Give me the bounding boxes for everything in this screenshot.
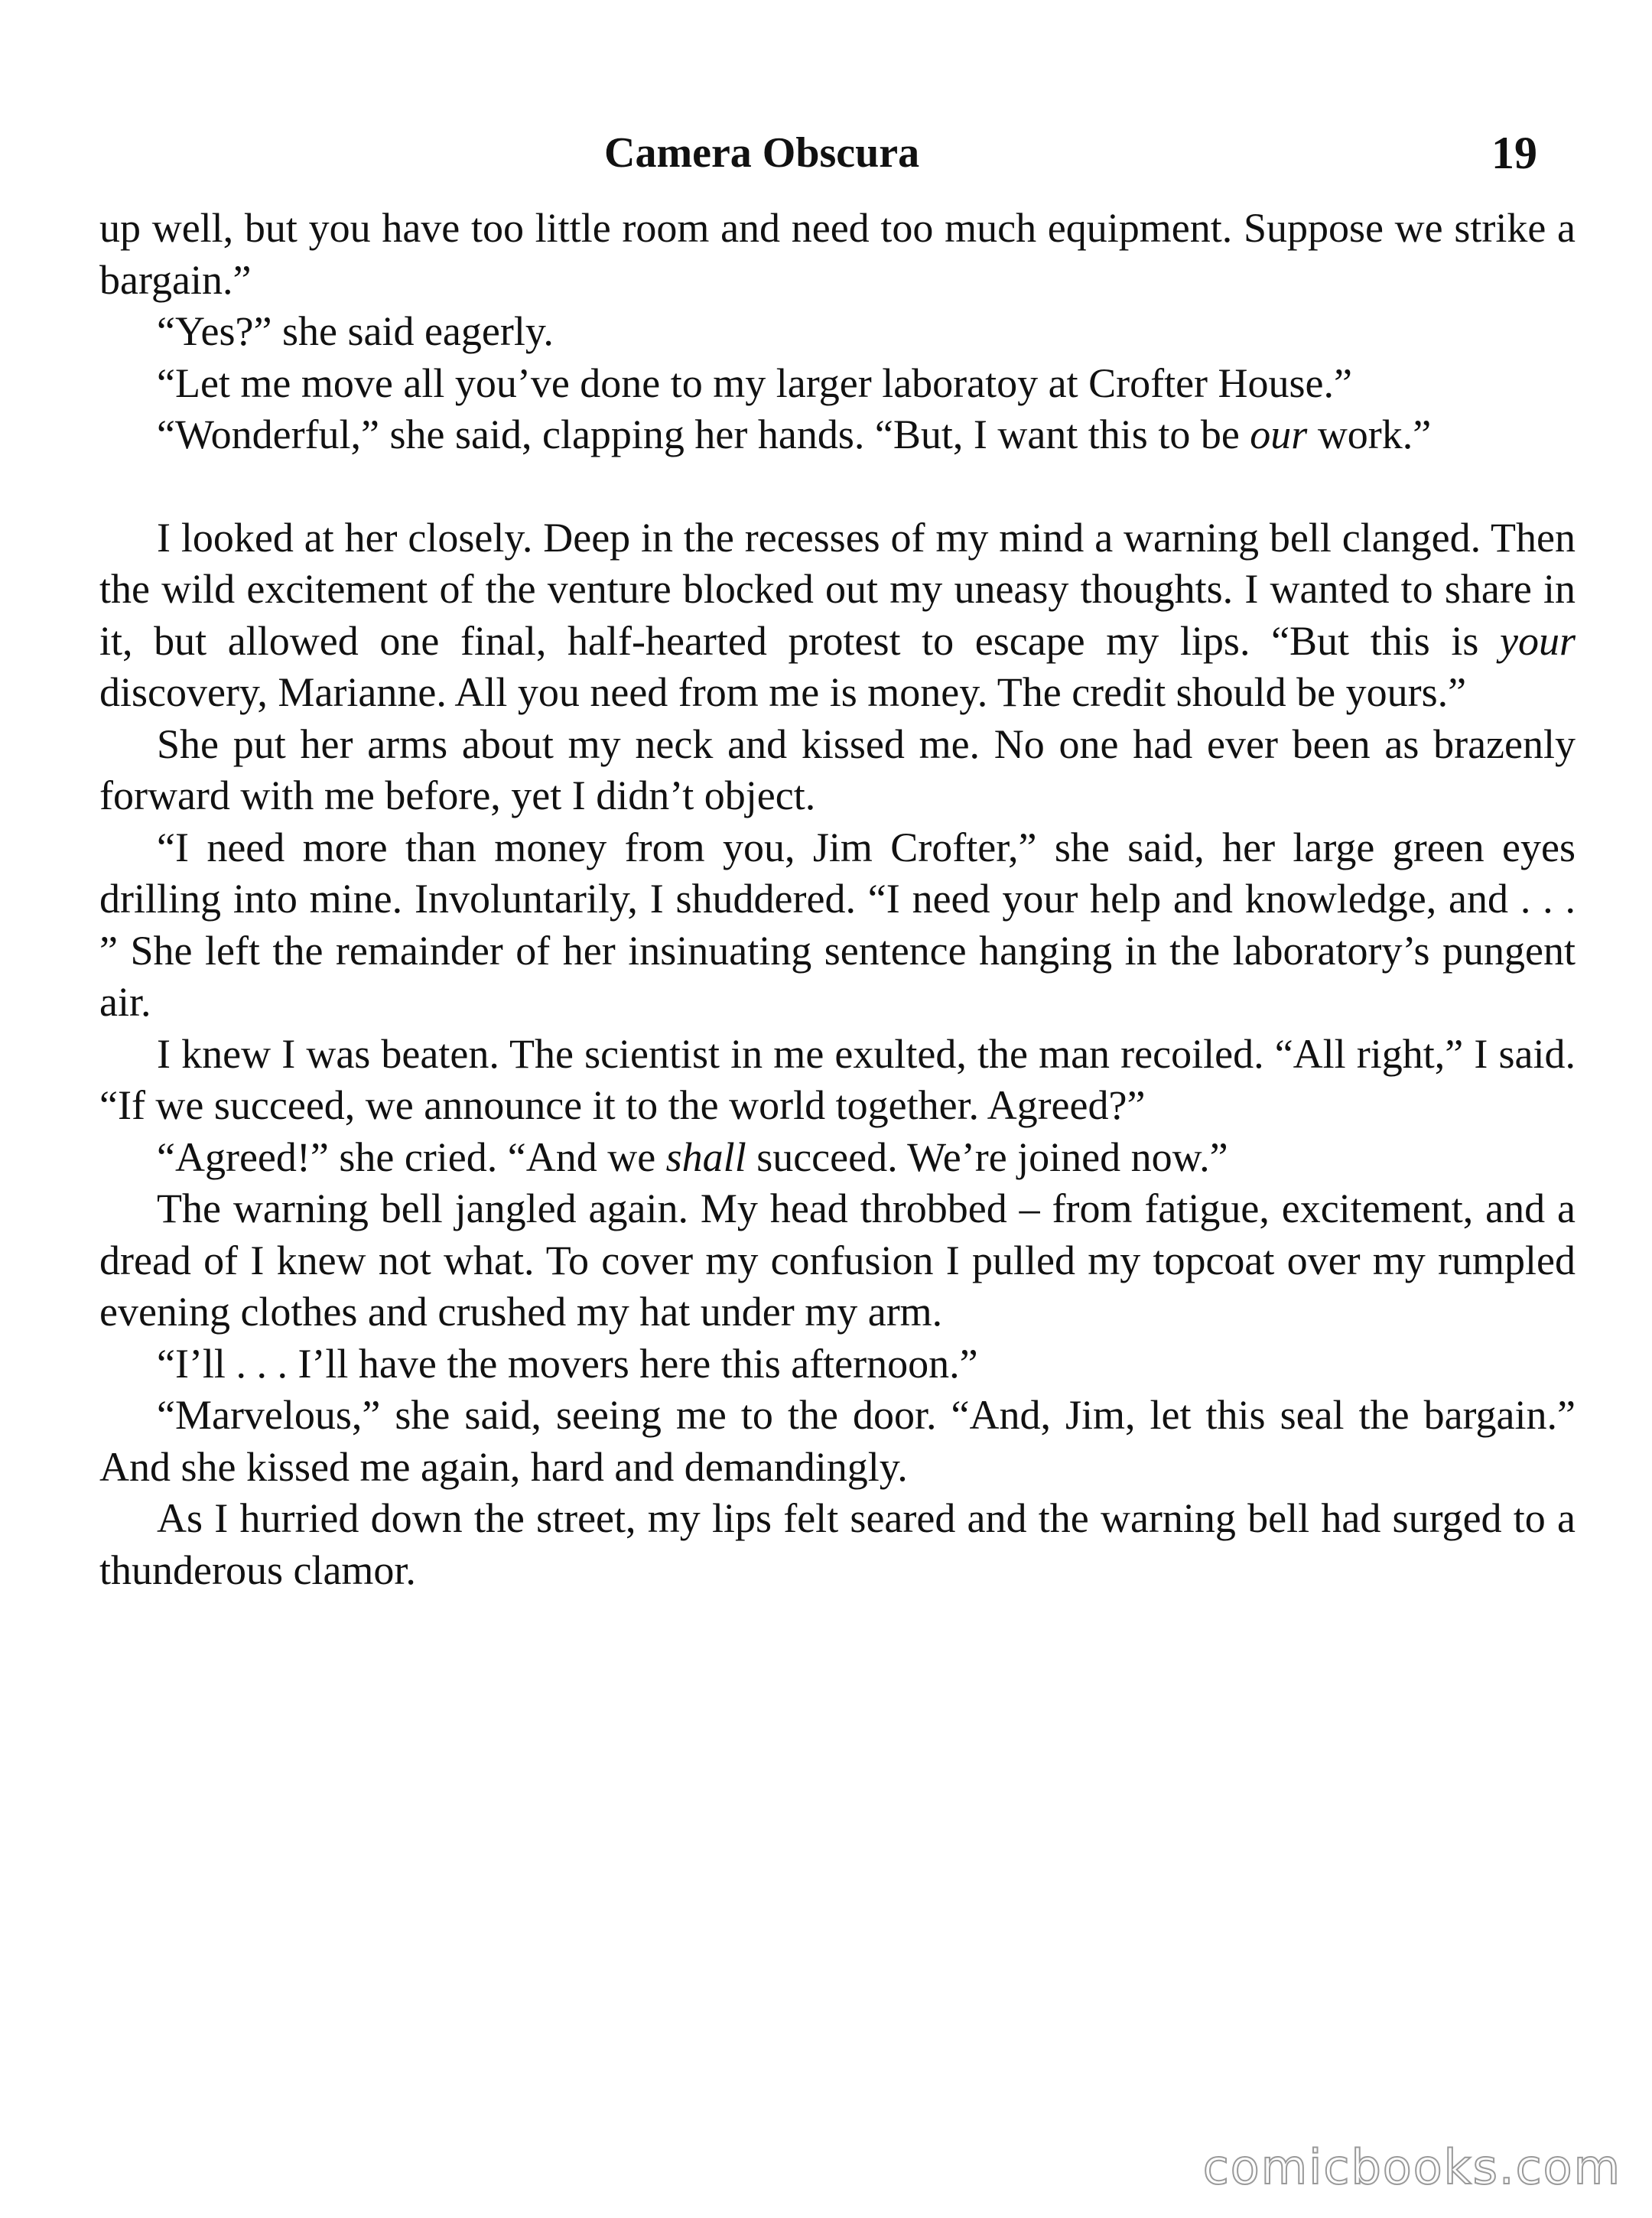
text-run: As I hurried down the street, my lips felt seared and the warning bell had surged to a thunderous clamor. (99, 1495, 1576, 1593)
body-text (99, 203, 1576, 1596)
text-run: “Wonderful,” she said, clapping her hands. “But, I want this to be (157, 411, 1250, 457)
paragraph (99, 1029, 1576, 1132)
paragraph (99, 1493, 1576, 1596)
paragraph (99, 1338, 1576, 1390)
paragraph (99, 1390, 1576, 1493)
running-title: Camera Obscura (604, 129, 920, 177)
paragraph (99, 306, 1576, 358)
paragraph (99, 719, 1576, 822)
emphasis: our (1250, 411, 1308, 457)
paragraph (99, 1183, 1576, 1338)
text-run: “Yes?” she said eagerly. (157, 308, 554, 354)
text-run: “Agreed!” she cried. “And we (157, 1133, 666, 1180)
text-run: succeed. We’re joined now.” (746, 1133, 1228, 1180)
paragraph (99, 358, 1576, 410)
emphasis: your (1500, 617, 1576, 664)
paragraph (99, 512, 1576, 719)
text-run: work.” (1307, 411, 1432, 457)
paragraph (99, 1132, 1576, 1184)
paragraph (99, 203, 1576, 306)
paragraph (99, 409, 1576, 461)
text-run: I looked at her closely. Deep in the recesses of my mind a warning bell clanged. Then the wild excitement of the venture blocked out my uneasy thoughts. I wanted to share in it, but allowed one final, half-hearted protest to escape my lips. “But this is (99, 514, 1576, 664)
text-run: “I need more than money from you, Jim Crofter,” she said, her large green eyes drilling into mine. Involuntarily, I shuddered. “I need your help and knowledge, and . . . ” She left the remainder of her insinuating sentence hanging in the laboratory’s pungent air. (99, 824, 1576, 1025)
paragraph (99, 822, 1576, 1029)
text-run: up well, but you have too little room and need too much equipment. Suppose we strike a bargain.” (99, 205, 1576, 303)
emphasis: shall (665, 1133, 746, 1180)
text-run: “Let me move all you’ve done to my larger laboratoy at Crofter House.” (157, 359, 1352, 406)
text-run: I knew I was beaten. The scientist in me exulted, the man recoiled. “All right,” I said. “If we succeed, we announce it to the world together. Agreed?” (99, 1030, 1576, 1128)
text-run: The warning bell jangled again. My head throbbed – from fatigue, excitement, and a dread of I knew not what. To cover my confusion I pulled my topcoat over my rumpled evening clothes and crushed my hat under my arm. (99, 1185, 1576, 1335)
text-run: discovery, Marianne. All you need from me is money. The credit should be yours.” (99, 669, 1467, 715)
watermark: comicbooks.com (1202, 2139, 1621, 2195)
running-head (0, 122, 1652, 184)
text-run: “Marvelous,” she said, seeing me to the door. “And, Jim, let this seal the bargain.” And she kissed me again, hard and demandingly. (99, 1392, 1576, 1490)
page-number: 19 (1491, 128, 1537, 178)
text-run: She put her arms about my neck and kissed me. No one had ever been as brazenly forward with me before, yet I didn’t object. (99, 720, 1576, 818)
text-run: “I’ll . . . I’ll have the movers here this afternoon.” (157, 1340, 978, 1387)
